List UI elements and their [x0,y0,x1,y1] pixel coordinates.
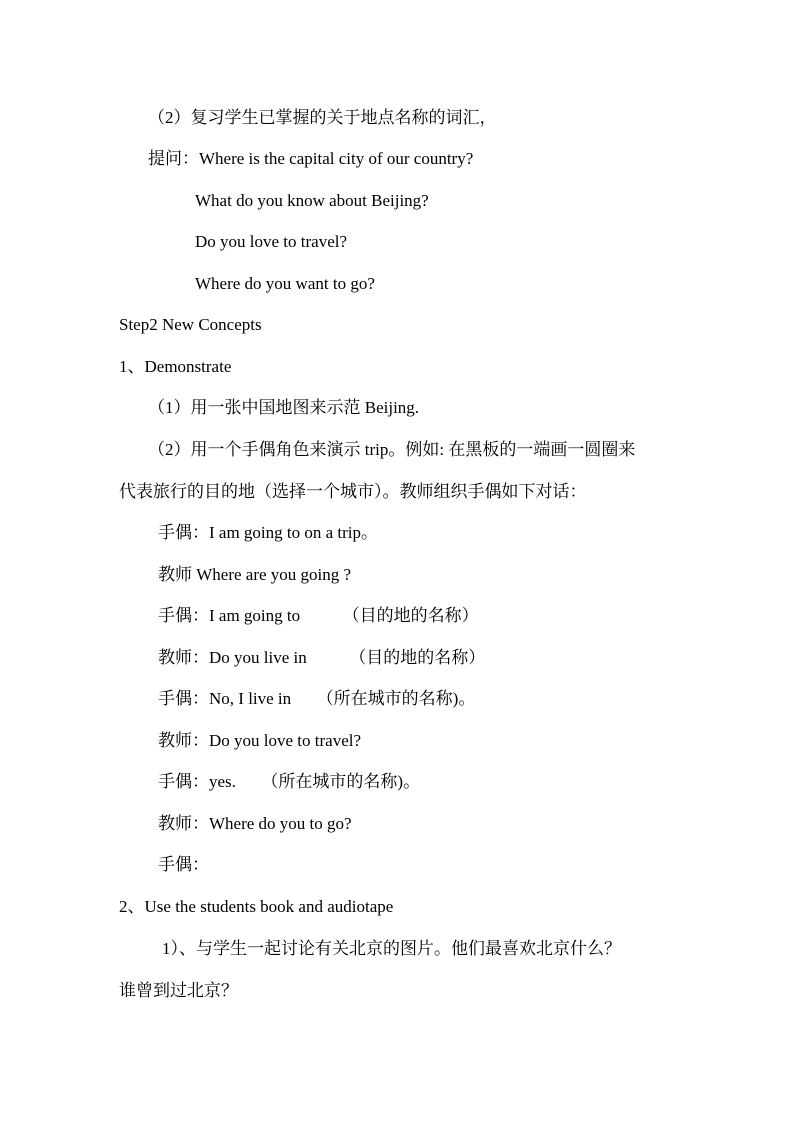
dialogue-line: 教师：Where do you to go? [158,814,352,833]
discussion-item-1: 1）、与学生一起讨论有关北京的图片。他们最喜欢北京什么？ [162,939,621,958]
dialogue-line: 手偶：yes. （所在城市的名称)。 [158,772,421,791]
dialogue-line: 手偶：I am going to （目的地的名称） [158,606,479,625]
demonstrate-item-1: （1）用一张中国地图来示范 Beijing. [148,398,420,417]
demonstrate-item-2: （2）用一个手偶角色来演示 trip。例如: 在黑板的一端画一圆圈来 [148,440,636,459]
dialogue-line: 教师：Do you love to travel? [158,731,362,750]
question-where-go: Where do you want to go? [195,274,375,293]
review-vocabulary-line: （2）复习学生已掌握的关于地点名称的词汇， [148,108,497,127]
question-capital-city: 提问：Where is the capital city of our country? [148,149,474,168]
dialogue-line: 教师：Do you live in （目的地的名称） [158,648,486,667]
dialogue-line: 手偶：No, I live in （所在城市的名称)。 [158,689,476,708]
students-book-heading: 2、Use the students book and audiotape [119,897,394,916]
dialogue-line: 教师 Where are you going ? [158,565,352,584]
dialogue-line: 手偶： [158,855,209,874]
question-love-travel: Do you love to travel? [195,232,348,251]
discussion-item-1-continued: 谁曾到过北京？ [119,981,238,1000]
demonstrate-item-2-continued: 代表旅行的目的地（选择一个城市）。教师组织手偶如下对话： [119,482,587,501]
step2-heading: Step2 New Concepts [119,315,262,334]
demonstrate-heading: 1、Demonstrate [119,357,232,376]
dialogue-line: 手偶：I am going to on a trip。 [158,523,379,542]
question-know-beijing: What do you know about Beijing? [195,191,429,210]
